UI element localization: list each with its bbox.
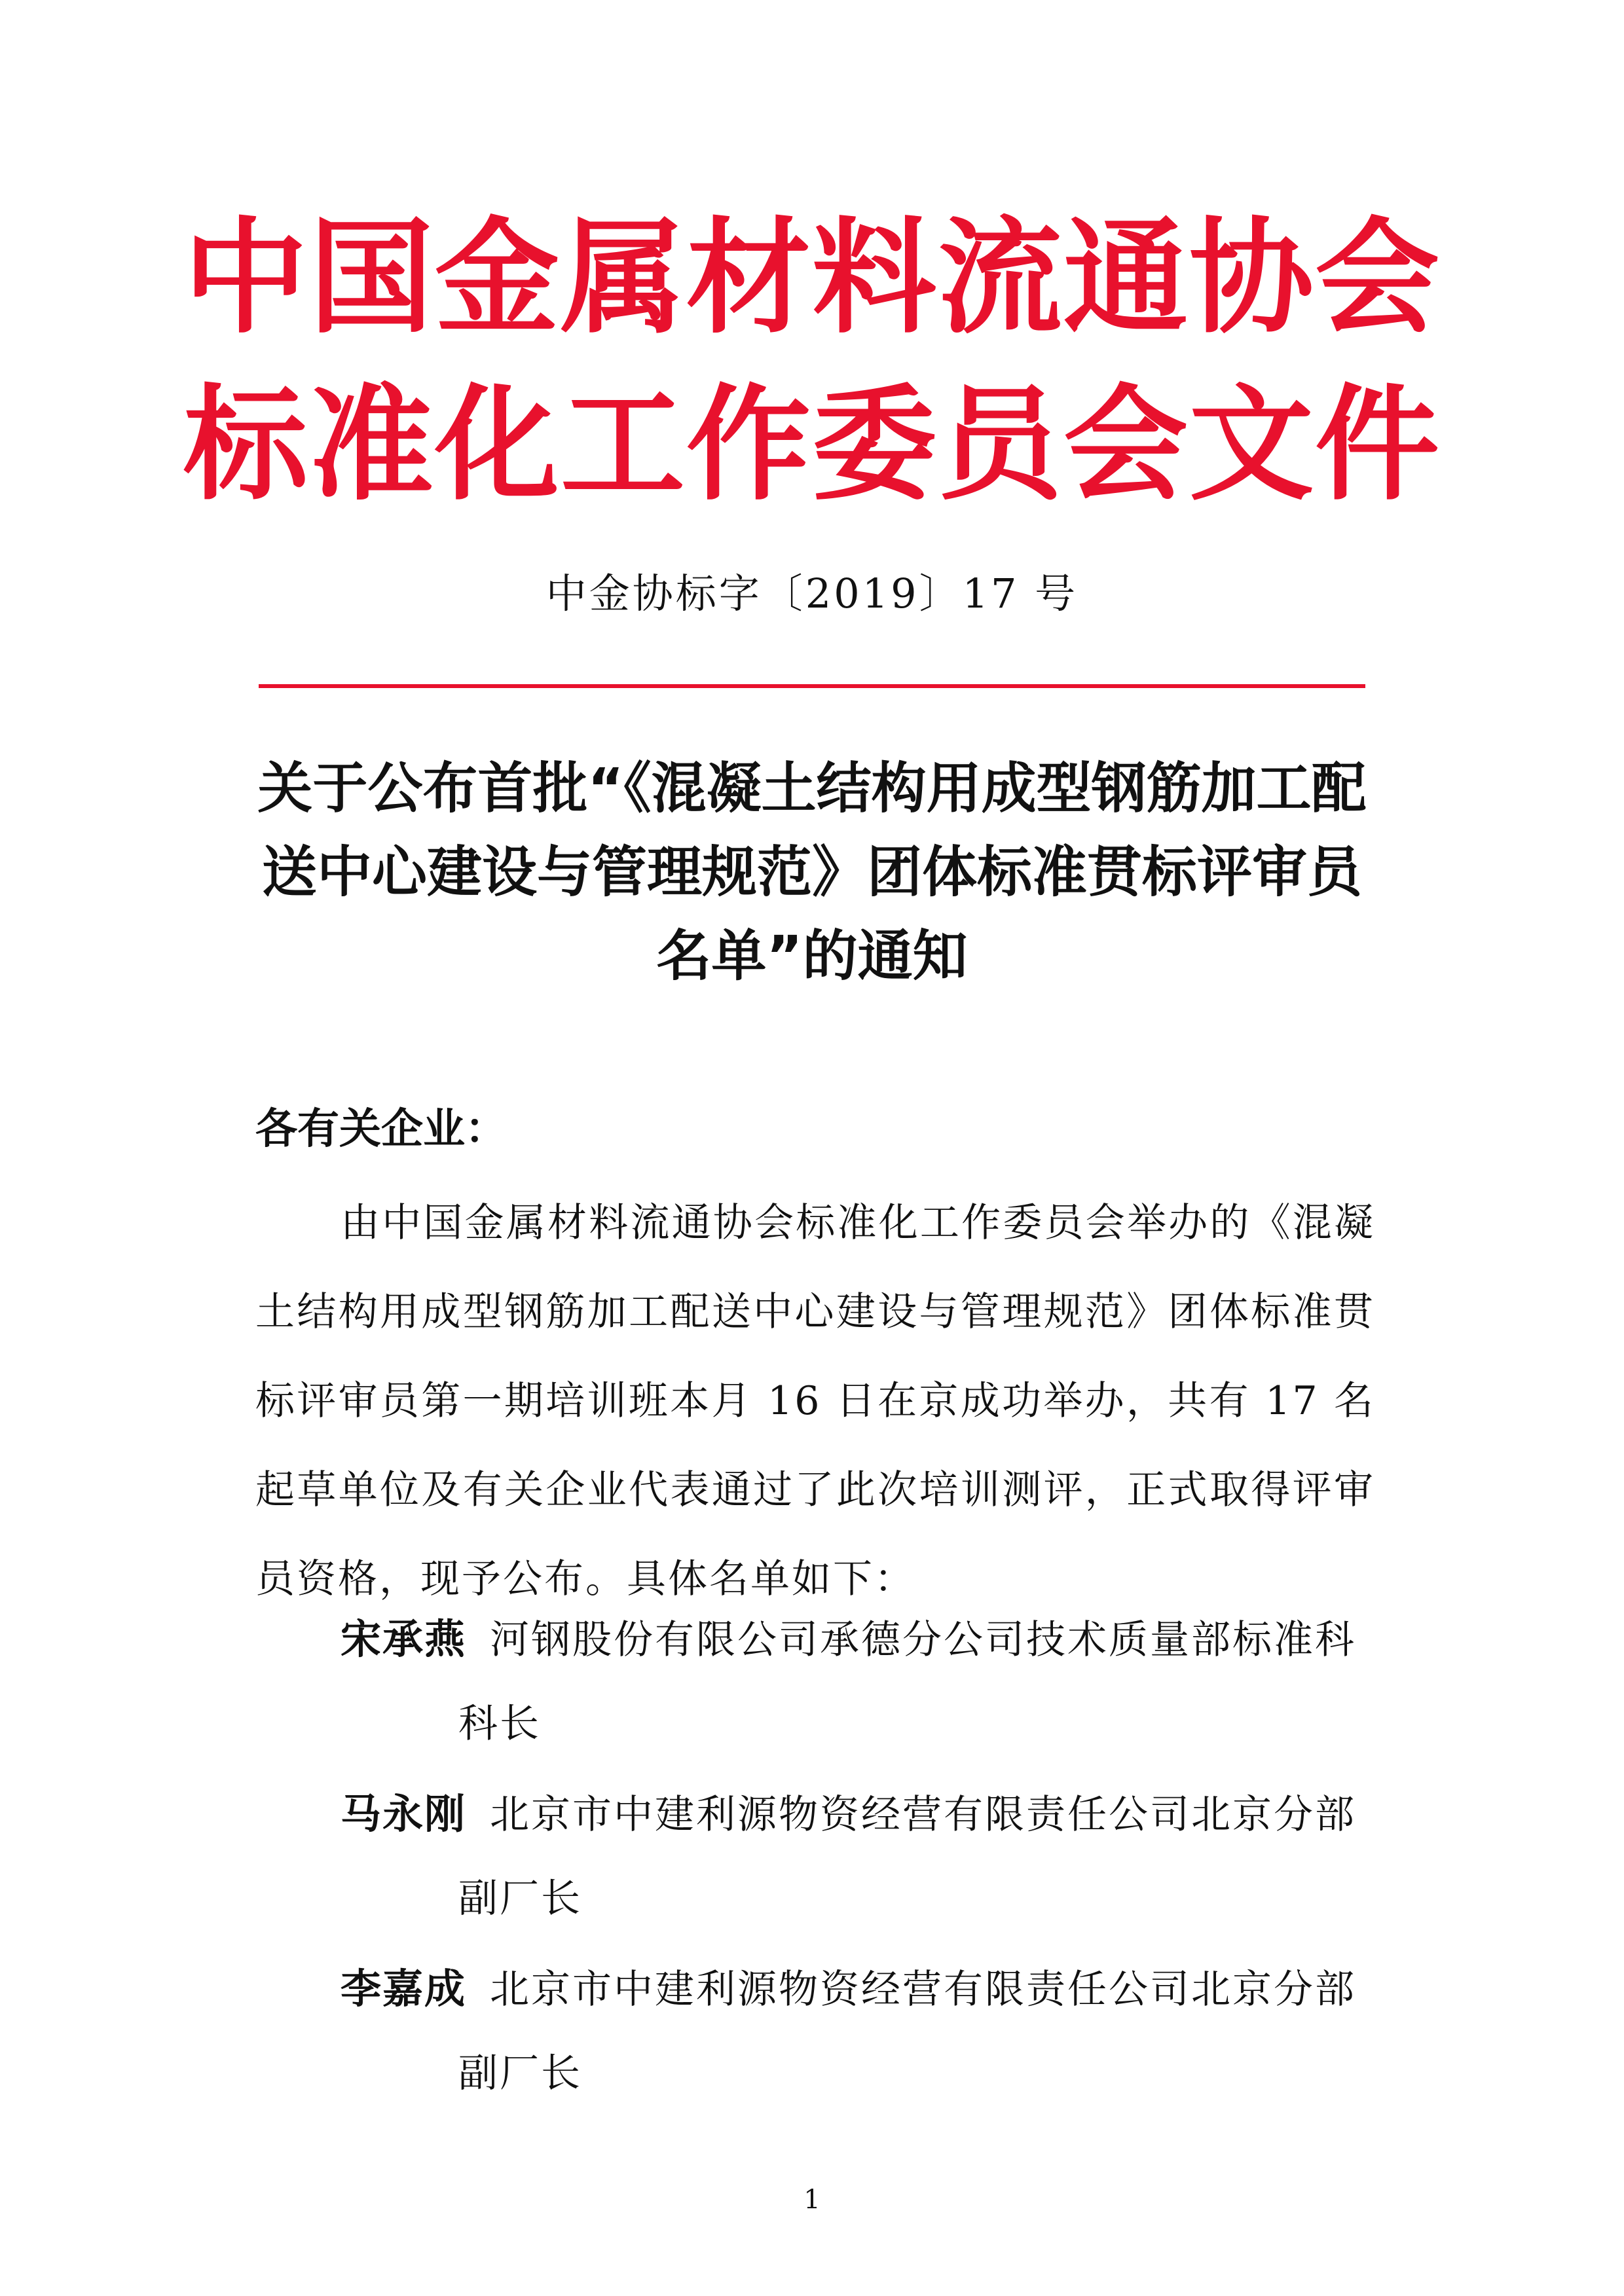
person-position: 河钢股份有限公司承德分公司技术质量部标准科科长: [458, 1617, 1357, 1747]
list-item: [341, 1947, 1375, 2115]
document-number: 中金协标字〔2019〕17 号: [545, 570, 1079, 617]
red-divider-line: [259, 684, 1365, 688]
salutation: 各有关企业：: [255, 1105, 507, 1154]
person-name: 马永刚: [341, 1790, 467, 1838]
list-item: [341, 1772, 1375, 1941]
person-name: 宋承燕: [341, 1615, 467, 1663]
issuer-title-line2: 标准化工作委员会文件: [183, 373, 1441, 517]
person-position: 北京市中建利源物资经营有限责任公司北京分部副厂长: [458, 1792, 1357, 1922]
body-paragraph: 由中国金属材料流通协会标准化工作委员会举办的《混凝土结构用成型钢筋加工配送中心建设与管理规范》团体标准贯标评审员第一期培训班本月 16 日在京成功举办，共有 17 名起草单位及有关企业代表通过了此次培训测评，正式取得评审员资格，现予公布。具体名单如下：: [255, 1200, 1375, 1602]
list-item: [341, 1597, 1375, 1766]
reviewer-name-list: [341, 1597, 1375, 2122]
notice-subject: 关于公布首批“《混凝土结构用成型钢筋加工配送中心建设与管理规范》团体标准贯标评审员名单”的通知: [257, 756, 1367, 988]
person-name: 李嘉成: [341, 1965, 467, 2013]
page-number: 1: [803, 2185, 821, 2215]
issuer-title-line1: 中国金属材料流通协会: [183, 206, 1441, 350]
person-position: 北京市中建利源物资经营有限责任公司北京分部副厂长: [458, 1967, 1357, 2096]
